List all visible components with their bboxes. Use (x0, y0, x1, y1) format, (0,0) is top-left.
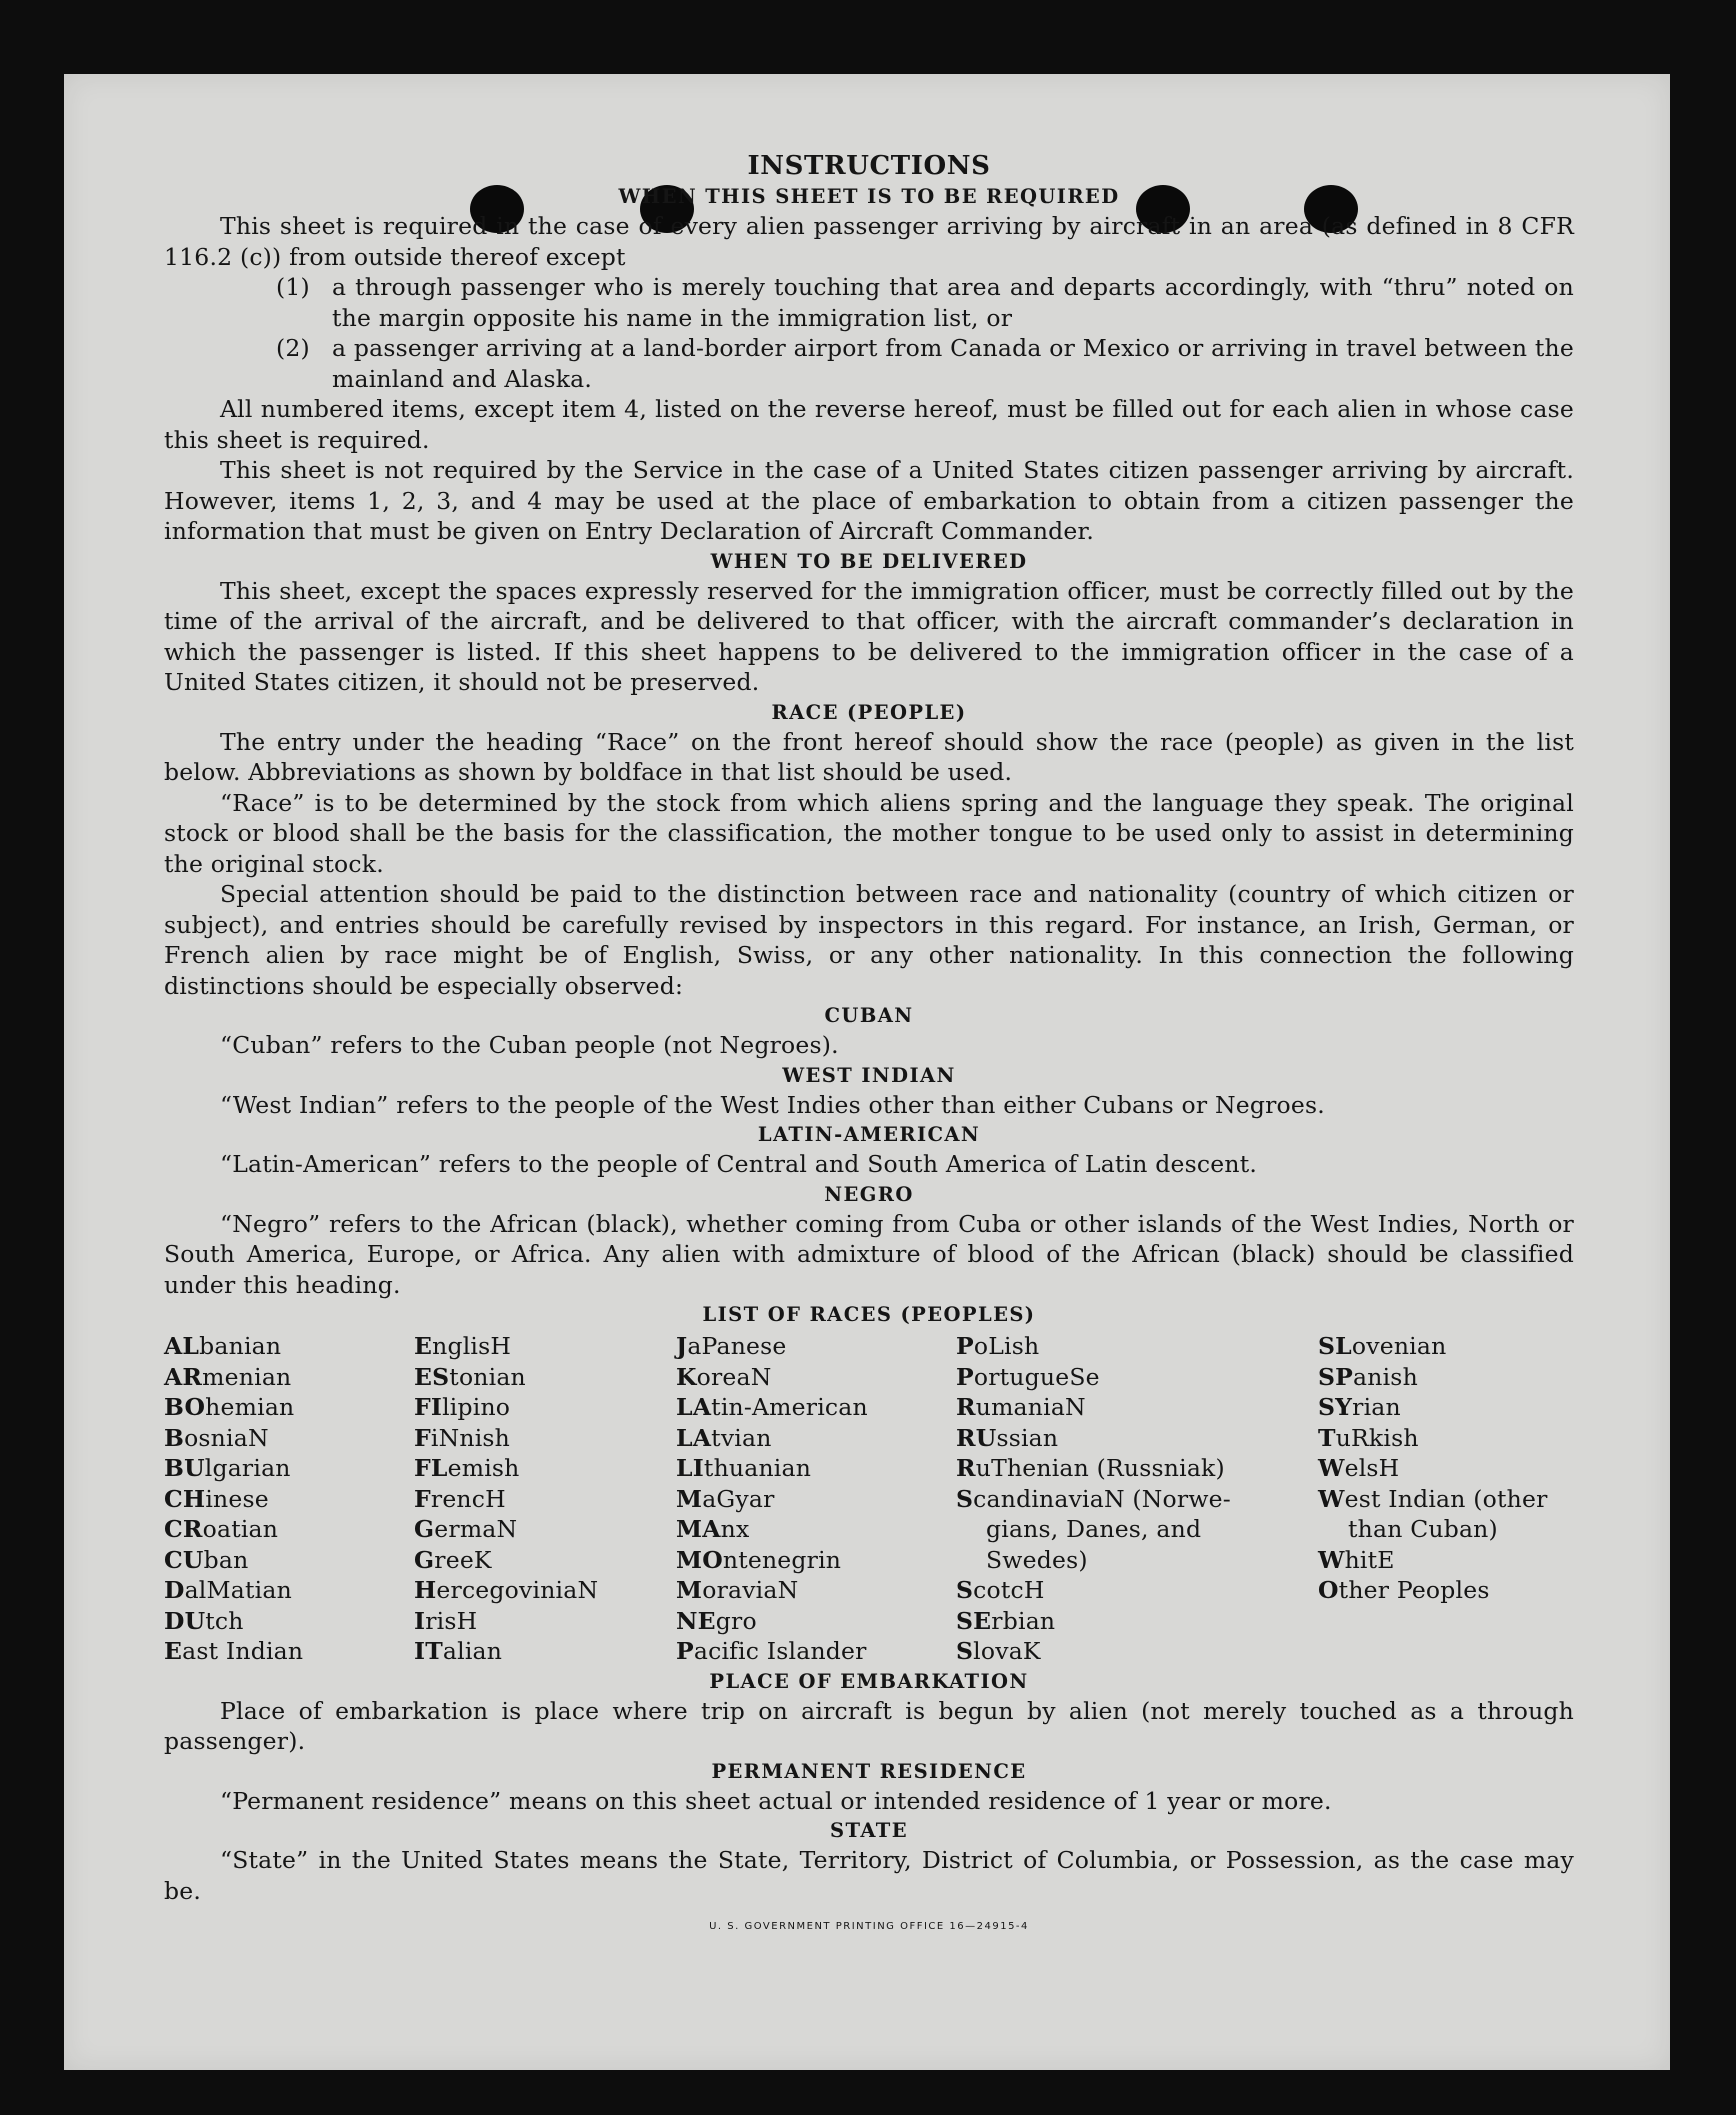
race-item: SLovenian (1318, 1332, 1447, 1360)
item-text: a passenger arriving at a land-border airport from Canada or Mexico or arriving in travel between the mainland and Alaska. (332, 334, 1574, 393)
race-item: East Indian (164, 1637, 304, 1665)
race-item: BUlgarian (164, 1454, 291, 1482)
paragraph: Special attention should be paid to the distinction between race and nationality (country of which citizen or subject), and entries should be carefully revised by inspectors in this regard. For instance, an Irish, German, or French alien by race might be of English, Swiss, or any other nationality. In this connection the following distinctions should be especially observed: (164, 880, 1574, 1000)
race-item: FrencH (414, 1484, 506, 1513)
printing-office-footer: U. S. GOVERNMENT PRINTING OFFICE 16—24915-4 (709, 1921, 1029, 1932)
race-item: KoreaN (676, 1362, 772, 1391)
race-item: CUban (164, 1545, 249, 1574)
race-item: West Indian (other (1318, 1484, 1548, 1513)
heading-permanent-residence: PERMANENT RESIDENCE (711, 1759, 1027, 1783)
paragraph: “State” in the United States means the State, Territory, District of Columbia, or Possession, as the case may be. (164, 1846, 1574, 1905)
race-item: BOhemian (164, 1393, 295, 1421)
race-item: RUssian (956, 1423, 1059, 1452)
race-item: GreeK (414, 1545, 492, 1574)
numbered-item (276, 333, 1574, 394)
race-list (164, 1331, 1574, 1667)
race-item: GermaN (414, 1515, 518, 1543)
item-number: (2) (276, 334, 310, 362)
race-item-continued: gians, Danes, and (986, 1515, 1202, 1543)
item-number: (1) (276, 273, 310, 301)
race-item: FLemish (414, 1454, 520, 1482)
race-item: RuThenian (Russniak) (956, 1454, 1225, 1482)
race-item: ALbanian (164, 1332, 282, 1360)
paragraph: “Latin-American” refers to the people of Central and South America of Latin descent. (220, 1150, 1258, 1178)
race-column (414, 1331, 676, 1667)
race-item: LAtvian (676, 1423, 772, 1452)
race-item: Other Peoples (1318, 1576, 1490, 1604)
race-item: MAnx (676, 1515, 750, 1543)
race-item: MaGyar (676, 1484, 775, 1513)
paragraph: This sheet, except the spaces expressly reserved for the immigration officer, must be correctly filled out by the time of the arrival of the aircraft, and be delivered to that officer, with the aircraft commander’s declaration in which the passenger is listed. If this sheet happens to be delivered to the immigration officer in the case of a United States citizen, it should not be preserved. (164, 576, 1574, 696)
race-item: HercegoviniaN (414, 1576, 599, 1604)
numbered-item (276, 272, 1574, 333)
heading-when-required: WHEN THIS SHEET IS TO BE REQUIRED (618, 185, 1120, 208)
race-item: LAtin-American (676, 1393, 868, 1421)
race-item: SlovaK (956, 1637, 1041, 1665)
race-item: ScotcH (956, 1576, 1045, 1604)
race-column (164, 1331, 414, 1667)
race-item: CRoatian (164, 1515, 279, 1543)
heading-latin-american: LATIN-AMERICAN (757, 1123, 981, 1146)
race-item: SYrian (1318, 1393, 1401, 1421)
paragraph: All numbered items, except item 4, listed on the reverse hereof, must be filled out for each alien in whose case this sheet is required. (164, 395, 1574, 454)
race-item: NEgro (676, 1606, 757, 1635)
paragraph: “West Indian” refers to the people of the West Indies other than either Cubans or Negroes. (220, 1090, 1325, 1119)
race-item: JaPanese (676, 1332, 787, 1360)
race-item: ITalian (414, 1637, 503, 1665)
race-item: MOntenegrin (676, 1545, 842, 1574)
race-item: SPanish (1318, 1362, 1418, 1391)
race-item: IrisH (414, 1606, 478, 1635)
race-item: PortugueSe (956, 1362, 1100, 1391)
paragraph: The entry under the heading “Race” on the front hereof should show the race (people) as given in the list below. Abbreviations as shown by boldface in that list should be used. (164, 727, 1574, 786)
paragraph: This sheet is required in the case of every alien passenger arriving by aircraft in an area (as defined in 8 CFR 116.2 (c)) from outside thereof except (164, 212, 1574, 271)
paragraph: “Permanent residence” means on this sheet actual or intended residence of 1 year or more. (220, 1786, 1332, 1815)
race-item: MoraviaN (676, 1576, 799, 1604)
race-item-continued: Swedes) (986, 1545, 1088, 1574)
race-item: EnglisH (414, 1332, 512, 1360)
race-item: EStonian (414, 1362, 526, 1391)
item-text: a through passenger who is merely touching that area and departs accordingly, with “thru” noted on the margin opposite his name in the immigration list, or (332, 273, 1574, 332)
paragraph: Place of embarkation is place where trip on aircraft is begun by alien (not merely touched as a through passenger). (164, 1696, 1574, 1755)
race-item: WhitE (1318, 1545, 1395, 1574)
race-item: CHinese (164, 1484, 269, 1513)
race-item: SErbian (956, 1606, 1056, 1635)
paragraph: This sheet is not required by the Service in the case of a United States citizen passenger arriving by aircraft. However, items 1, 2, 3, and 4 may be used at the place of embarkation to obtain from a citizen passenger the information that must be given on Entry Declaration of Aircraft Commander. (164, 456, 1574, 545)
heading-race: RACE (PEOPLE) (771, 700, 967, 724)
race-item: DUtch (164, 1606, 244, 1635)
heading-state: STATE (830, 1819, 908, 1842)
race-item: FIlipino (414, 1393, 511, 1421)
race-item: LIthuanian (676, 1454, 812, 1482)
race-item: Pacific Islander (676, 1637, 867, 1665)
heading-when-delivered: WHEN TO BE DELIVERED (710, 549, 1028, 573)
paragraph: “Cuban” refers to the Cuban people (not Negroes). (220, 1031, 839, 1059)
race-column (1318, 1331, 1574, 1667)
race-column (956, 1331, 1318, 1667)
paragraph: “Race” is to be determined by the stock from which aliens spring and the language they speak. The original stock or blood shall be the basis for the classification, the mother tongue to be used only to assist in determining the original stock. (164, 788, 1574, 878)
race-item: PoLish (956, 1332, 1040, 1360)
race-item: WelsH (1318, 1454, 1400, 1482)
paragraph: “Negro” refers to the African (black), whether coming from Cuba or other islands of the West Indies, North or South America, Europe, or Africa. Any alien with admixture of blood of the African (black) should be classified under this heading. (164, 1209, 1574, 1299)
race-item-continued: than Cuban) (1348, 1515, 1498, 1543)
race-item: ScandinaviaN (Norwe- (956, 1484, 1231, 1513)
race-item: ARmenian (164, 1362, 292, 1391)
race-item: RumaniaN (956, 1393, 1086, 1421)
instructions-text (164, 150, 1574, 1943)
heading-list-of-races: LIST OF RACES (PEOPLES) (702, 1303, 1036, 1326)
page-title: INSTRUCTIONS (747, 151, 991, 181)
heading-negro: NEGRO (824, 1182, 914, 1206)
race-item: DalMatian (164, 1576, 292, 1604)
heading-cuban: CUBAN (824, 1004, 914, 1027)
race-item: BosniaN (164, 1423, 269, 1452)
race-item: TuRkish (1318, 1423, 1419, 1452)
heading-place-of-embarkation: PLACE OF EMBARKATION (709, 1669, 1029, 1693)
heading-west-indian: WEST INDIAN (782, 1063, 956, 1087)
race-item: FiNnish (414, 1423, 511, 1452)
race-column (676, 1331, 956, 1667)
